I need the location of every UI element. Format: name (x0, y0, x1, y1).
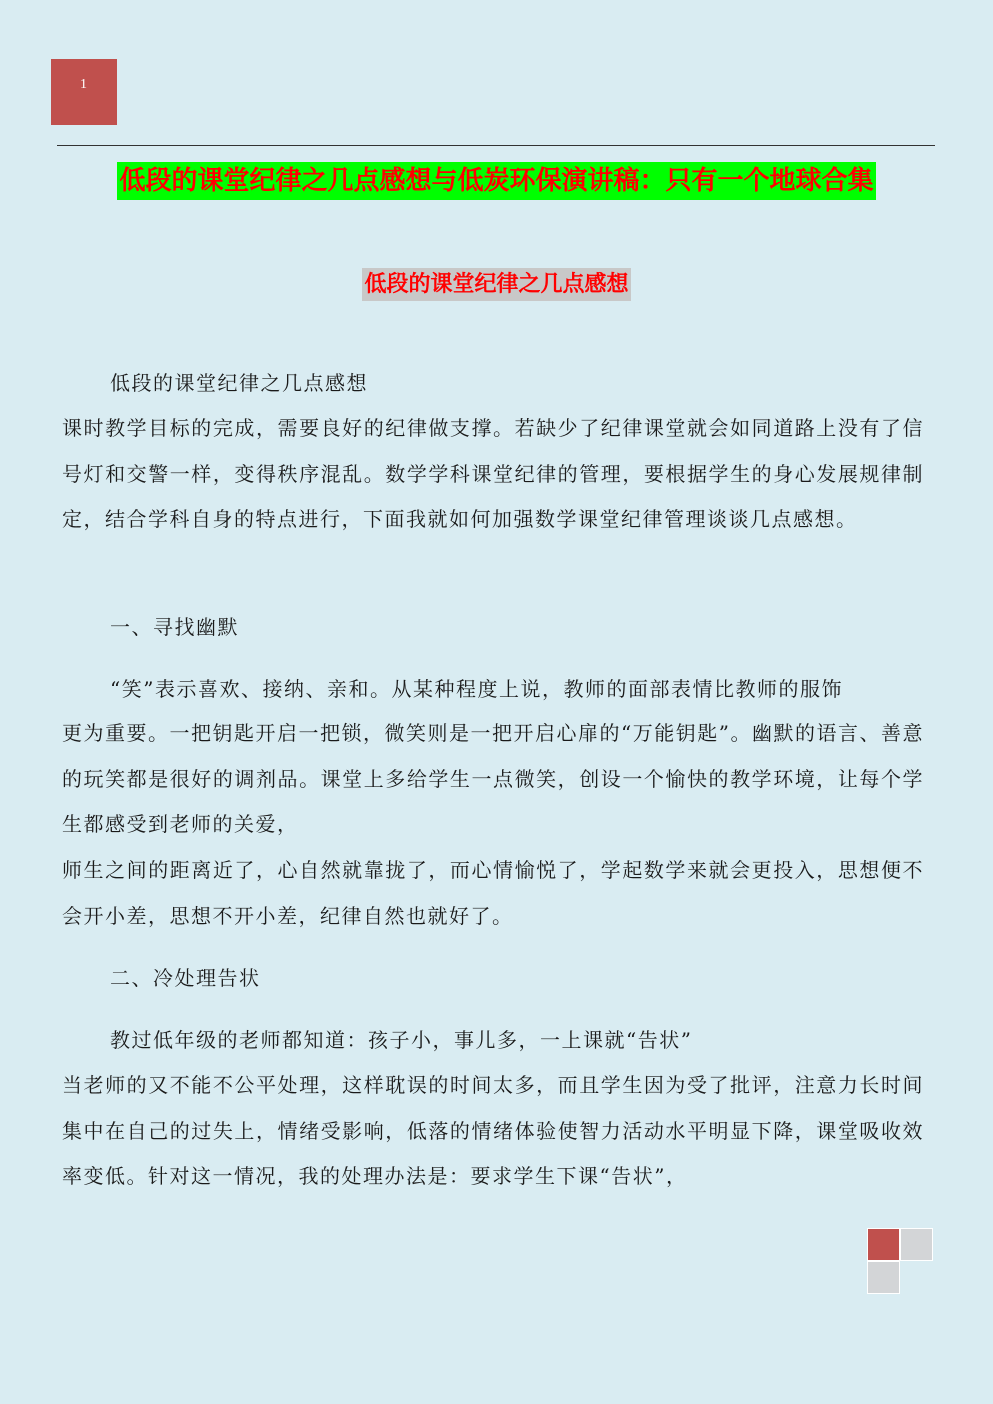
humor-paragraph-continued: 师生之间的距离近了，心自然就靠拢了，而心情愉悦了，学起数学来就会更投入，思想便不会开小差，思想不开小差，纪律自然也就好了。 (62, 858, 924, 928)
section-heading-complaints: 二、冷处理告状 (110, 966, 261, 990)
page-number-badge (51, 59, 117, 125)
intro-heading: 低段的课堂纪律之几点感想 (110, 371, 368, 395)
main-title-container (0, 162, 993, 200)
decor-square-gray (867, 1261, 900, 1294)
complaints-paragraph: 当老师的又不能不公平处理，这样耽误的时间太多，而且学生因为受了批评，注意力长时间集中在自己的过失上，情绪受影响，低落的情绪体验使智力活动水平明显下降，课堂吸收效率变低。针对这一情况，我的处理办法是：要求学生下课“告状”， (62, 1073, 924, 1188)
intro-paragraph: 课时教学目标的完成，需要良好的纪律做支撑。若缺少了纪律课堂就会如同道路上没有了信号灯和交警一样，变得秩序混乱。数学学科课堂纪律的管理，要根据学生的身心发展规律制定，结合学科自身的特点进行，下面我就如何加强数学课堂纪律管理谈谈几点感想。 (62, 416, 924, 531)
humor-paragraph-first-line: “笑”表示喜欢、接纳、亲和。从某种程度上说，教师的面部表情比教师的服饰 (110, 677, 843, 701)
section-title: 低段的课堂纪律之几点感想 (362, 268, 630, 301)
section-heading-humor: 一、寻找幽默 (110, 615, 239, 639)
decor-square-red (867, 1228, 900, 1261)
decor-square-gray (900, 1228, 933, 1261)
header-divider (57, 145, 935, 146)
main-title: 低段的课堂纪律之几点感想与低炭环保演讲稿：只有一个地球合集 (117, 162, 875, 200)
page-number: 1 (80, 77, 87, 92)
corner-decoration (867, 1228, 933, 1294)
section-title-container (0, 268, 993, 301)
complaints-paragraph-first-line: 教过低年级的老师都知道：孩子小，事儿多，一上课就“告状” (110, 1028, 693, 1052)
humor-paragraph: 更为重要。一把钥匙开启一把锁，微笑则是一把开启心扉的“万能钥匙”。幽默的语言、善意的玩笑都是很好的调剂品。课堂上多给学生一点微笑，创设一个愉快的教学环境，让每个学生都感受到老师的关爱， (62, 721, 924, 836)
